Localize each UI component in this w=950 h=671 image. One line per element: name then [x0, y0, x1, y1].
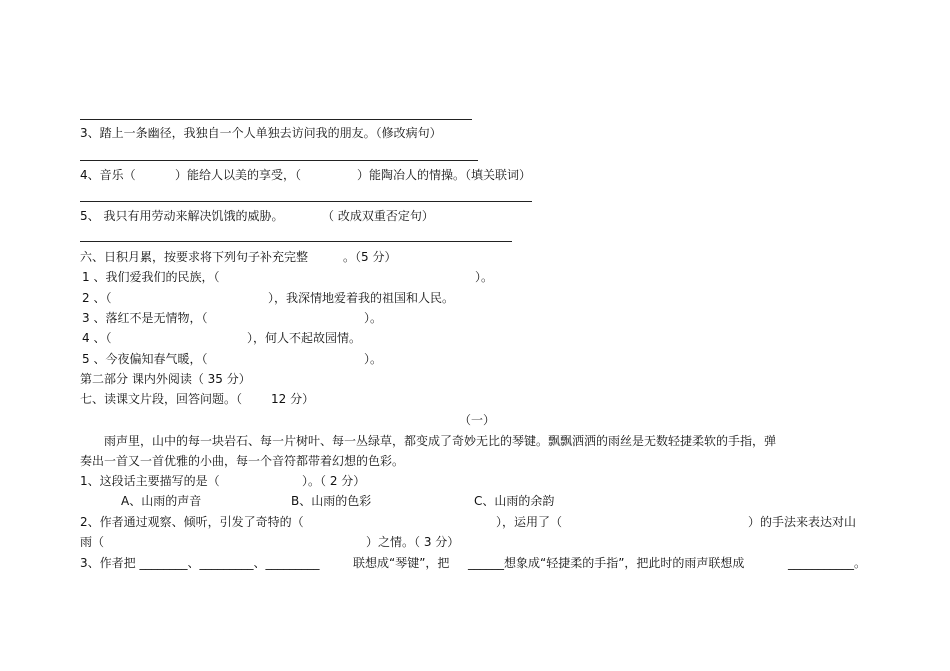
question-4-text-c: ）能陶冶人的情操。（填关联词）: [357, 168, 532, 182]
reading-q2-c: ）的手法来表达对山: [748, 515, 857, 529]
passage-line-1: 雨声里，山中的每一块岩石、每一片树叶、每一丛绿草，都变成了奇妙无比的琴键。飘飘洒洒的雨丝是无数轻捷柔软的手指，弹: [104, 434, 777, 448]
fill-item-4-a: 4 、（: [82, 331, 112, 345]
answer-line[interactable]: [80, 201, 532, 202]
option-c[interactable]: C、山雨的余韵: [474, 494, 555, 508]
reading-q3-b: 联想成“琴键”，把: [353, 556, 450, 570]
part-2-heading: 第二部分 课内外阅读（ 35 分）: [80, 372, 251, 386]
reading-q3-a: 3、作者把 ________、_________、_________: [80, 556, 320, 570]
fill-item-1-b: ）。: [475, 270, 494, 284]
fill-item-4-b: ），何人不起故园情。: [247, 331, 362, 345]
fill-item-3-a: 3 、落红不是无情物，（: [82, 311, 208, 325]
fill-item-3-b: ）。: [364, 311, 383, 325]
fill-item-5-a: 5 、今夜偏知春气暖，（: [82, 352, 208, 366]
question-4-text-a: 4、音乐（: [80, 168, 136, 182]
fill-item-2-a: 2 、（: [82, 291, 112, 305]
reading-q3-d: ___________。: [788, 556, 867, 570]
answer-line[interactable]: [80, 241, 512, 242]
option-a[interactable]: A、山雨的声音: [121, 494, 202, 508]
question-5-instruction: （ 改成双重否定句）: [322, 209, 434, 223]
fill-item-1-a: 1 、我们爱我们的民族，（: [82, 270, 220, 284]
fill-item-5-b: ）。: [364, 352, 383, 366]
reading-q2-e: ）之情。（ 3 分）: [366, 535, 460, 549]
reading-q2-b: ），运用了（: [496, 515, 563, 529]
passage-line-2: 奏出一首又一首优雅的小曲，每一个音符都带着幻想的色彩。: [80, 454, 405, 468]
section-7-heading: 七、读课文片段，回答问题。（: [80, 392, 243, 406]
section-7-score: 12 分）: [271, 392, 315, 406]
passage-number: （一）: [459, 413, 496, 427]
answer-line[interactable]: [80, 160, 478, 161]
question-5-text: 5、 我只有用劳动来解决饥饿的威胁。: [80, 209, 284, 223]
reading-q2-a: 2、作者通过观察、倾听，引发了奇特的（: [80, 515, 304, 529]
option-b[interactable]: B、山雨的色彩: [291, 494, 372, 508]
question-4-text-b: ）能给人以美的享受，（: [175, 168, 302, 182]
fill-item-2-b: ），我深情地爱着我的祖国和人民。: [268, 291, 455, 305]
section-6-score: 。（5 分）: [343, 250, 397, 264]
reading-q3-c: ______想象成“轻捷柔的手指”，把此时的雨声联想成: [468, 556, 745, 570]
answer-line[interactable]: [80, 119, 472, 120]
question-3-revise: 3、踏上一条幽径，我独自一个人单独去访问我的朋友。（修改病句）: [80, 126, 442, 140]
reading-q1-a: 1、这段话主要描写的是（: [80, 474, 220, 488]
reading-q2-d: 雨（: [80, 535, 105, 549]
reading-q1-b: ）。（ 2 分）: [302, 474, 366, 488]
section-6-heading: 六、日积月累，按要求将下列句子补充完整: [80, 250, 309, 264]
